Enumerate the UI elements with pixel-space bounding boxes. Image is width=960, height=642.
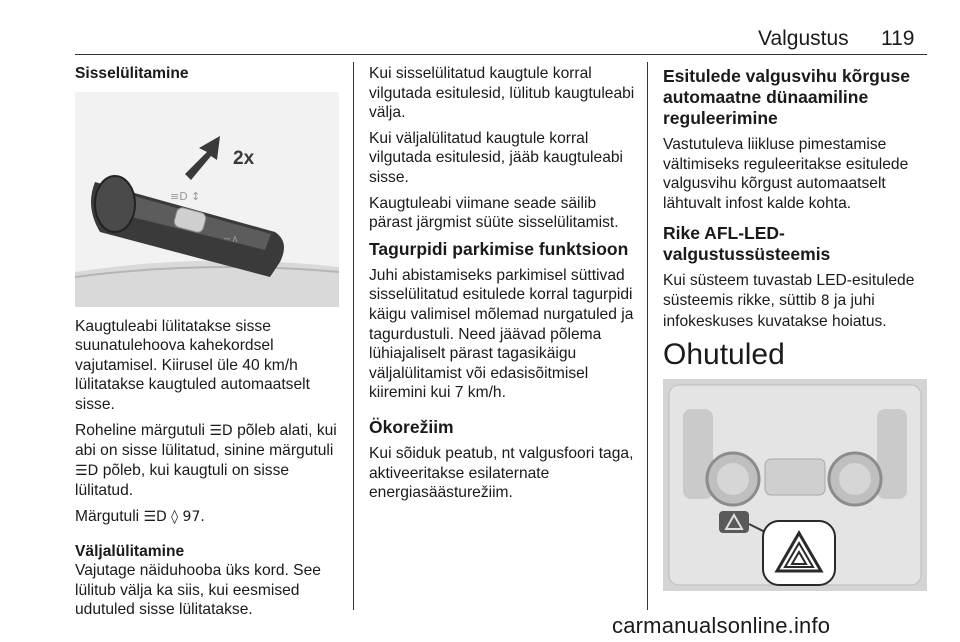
section-title: Valgustus [758, 27, 849, 50]
heading-okorezim: Ökorežiim [369, 416, 454, 437]
paragraph-indicator: Roheline märgutuli ☰D põleb alati, kui abi on sisse lülitatud, sinine märgutuli ☰D põleb, kui kaugtuli on sisse lülitatud. [75, 421, 337, 500]
paragraph: Vajutage näiduhooba üks kord. See lülitub välja ka siis, kui eesmised udutuled sisse lülitatakse. [75, 562, 321, 619]
stalk-lever-figure [75, 92, 339, 307]
paragraph: Kui sisselülitatud kaugtule korral vilgutada esitulesid, lülitub kaugtuleabi välja. [369, 65, 635, 122]
heading-sisselulitamine: Sisselülitamine [75, 65, 189, 82]
high-beam-assist-icon: ☰D [209, 422, 233, 439]
column-3 [663, 64, 929, 591]
figure-label-2x: 2x [233, 147, 255, 169]
paragraph: Kui sõiduk peatub, nt valgusfoori taga, aktiveeritakse esilaternate energiasäästurežiim. [369, 444, 634, 502]
page-number: 119 [881, 27, 915, 50]
paragraph: Juhi abistamiseks parkimisel süttivad sisselülitatud esitulede korral tagurpidi käigu valimisel mõlemad nurgatuled ja tagurdustuli. Need jäävad põlema lühiajaliselt pärast tagasikäigu väljalülitamist või edasisõitmisel kiiremini kui 7 km/h. [369, 266, 634, 402]
heading-valgusvihu-reguleerimine: Esitulede valgusvihu kõrguse automaatne dünaamiline reguleerimine [663, 66, 911, 128]
heading-rike-afl: Rike AFL-LED-valgustussüsteemis [663, 223, 831, 265]
header-rule [75, 54, 927, 55]
heading-valjalulitamine: Väljalülitamine [75, 542, 185, 560]
high-beam-icon: ☰D [75, 462, 99, 479]
paragraph-reference: Märgutuli ☰D ◊ 97. [75, 507, 205, 525]
paragraph: Kui väljalülitatud kaugtule korral vilgutada esitulesid, jääb kaugtuleabi sisse. [369, 129, 624, 186]
paragraph-warning: Kui süsteem tuvastab LED-esitulede süsteemis rikke, süttib 8 ja juhi infokeskuses kuvatakse hoiatus. [663, 272, 915, 330]
watermark: carmanualsonline.info [612, 613, 831, 638]
heading-tagurpidi-parkimine: Tagurpidi parkimise funktsioon [369, 238, 629, 259]
hazard-switch-figure [663, 379, 927, 591]
heading-ohutuled: Ohutuled [663, 338, 785, 372]
paragraph: Kaugtuleabi viimane seade säilib pärast järgmist süüte sisselülitamist. [369, 194, 619, 232]
afl-warning-icon: 8 [820, 292, 830, 309]
column-divider-2 [647, 62, 648, 610]
page-header [0, 0, 960, 60]
paragraph: Vastutuleva liikluse pimestamise vältimiseks reguleeritakse esitulede valgusvihu kõrgust automaatselt lähtuvalt infost kalde kohta. [663, 136, 909, 212]
high-beam-assist-icon: ☰D [143, 508, 167, 525]
svg-text:~∧: ~∧ [223, 233, 239, 245]
svg-text:≡D ↕: ≡D ↕ [170, 189, 201, 203]
column-1 [75, 64, 345, 626]
paragraph: Kaugtuleabi lülitatakse sisse suunatulehoova kahekordsel vajutamisel. Kiirusel üle 40 km/h lülitatakse kaugtuled automaatselt sisse. [75, 317, 310, 413]
column-2 [369, 64, 641, 509]
page-reference[interactable]: ◊ 97. [171, 508, 205, 525]
column-divider-1 [353, 62, 354, 610]
